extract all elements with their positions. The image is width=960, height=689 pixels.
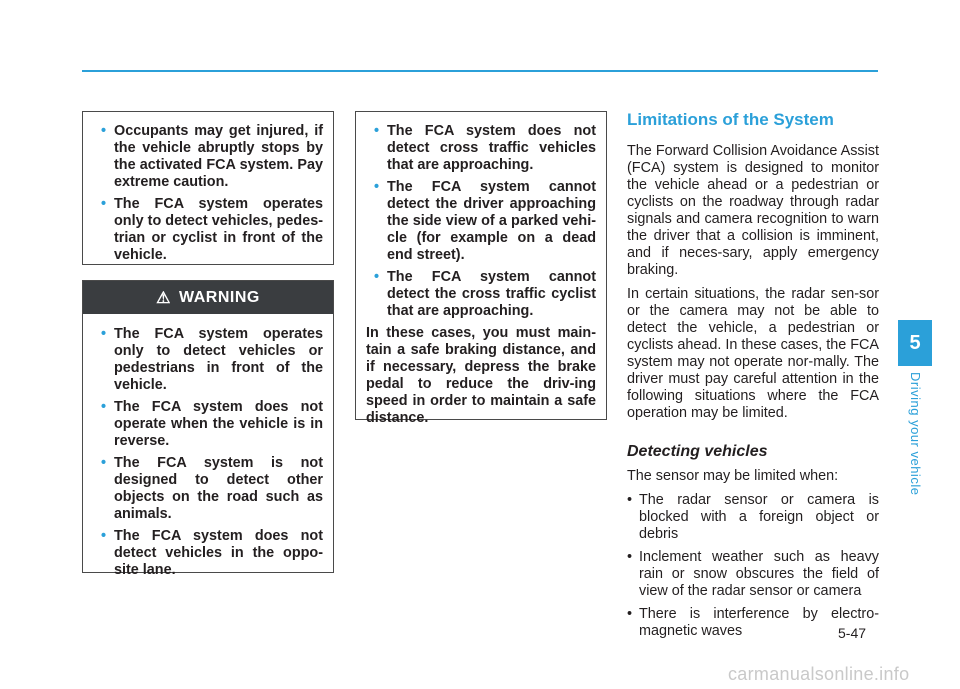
caution-item-text: The FCA system operates only to detect vehicles, pedes-trian or cyclist in front of the vehicle. xyxy=(114,196,323,263)
warning-header xyxy=(83,281,333,314)
bullet-icon: • xyxy=(101,326,107,342)
bullet-icon: • xyxy=(627,492,633,508)
limitation-note: In these cases, you must main-tain a safe braking distance, and if necessary, depress the brake pedal to reduce the driv-ing speed in order to maintain a safe distance. xyxy=(366,325,596,426)
bullet-icon: • xyxy=(374,269,380,285)
warning-item xyxy=(93,399,323,450)
limitation-item-text: The FCA system cannot detect the cross traffic cyclist that are approaching. xyxy=(387,269,596,319)
watermark: carmanualsonline.info xyxy=(728,664,910,684)
list-item xyxy=(627,549,879,600)
bullet-icon: • xyxy=(101,399,107,415)
caution-box xyxy=(82,111,334,265)
limitation-item xyxy=(366,179,596,264)
warning-label: WARNING xyxy=(179,288,260,306)
warning-triangle-icon: ⚠ xyxy=(156,289,171,307)
bullet-icon: • xyxy=(374,179,380,195)
limitation-item xyxy=(366,269,596,320)
chapter-title: Driving your vehicle xyxy=(908,372,923,496)
warning-item-text: The FCA system does not operate when the vehicle is in reverse. xyxy=(114,399,323,449)
header-rule xyxy=(82,70,878,72)
caution-item xyxy=(93,196,323,264)
bullet-icon: • xyxy=(101,123,107,139)
paragraph: In certain situations, the radar sen-sor or the camera may not be able to detect the vehicle, a pedestrian or cyclists ahead. In these cases, the FCA system may not operate nor-mally. The driver must pay careful attention in the following situations where the FCA operation may be limited. xyxy=(627,286,879,421)
list-item xyxy=(627,492,879,543)
warning-item xyxy=(93,326,323,394)
paragraph: The Forward Collision Avoidance Assist (FCA) system is designed to monitor the vehicle ahead or a pedestrian or cyclists on the roadway through radar signals and camera recognition to warn the driver that a collision is imminent, and if neces-sary, apply emergency braking. xyxy=(627,143,879,278)
bullet-icon: • xyxy=(101,528,107,544)
limitation-item xyxy=(366,123,596,174)
section-heading: Limitations of the System xyxy=(627,110,834,129)
list-item-text: There is interference by electro-magnetic waves xyxy=(639,606,879,639)
bullet-icon: • xyxy=(374,123,380,139)
caution-item xyxy=(93,123,323,191)
bullet-icon: • xyxy=(627,549,633,565)
limitation-item-text: The FCA system cannot detect the driver approaching the side view of a parked vehi-cle (for example on a dead end street). xyxy=(387,179,596,263)
warning-item xyxy=(93,455,323,523)
limitation-item-text: The FCA system does not detect cross traffic vehicles that are approaching. xyxy=(387,123,596,173)
warning-item-text: The FCA system operates only to detect vehicles or pedestrians in front of the vehicle. xyxy=(114,326,323,393)
intro-text: The sensor may be limited when: xyxy=(627,468,839,484)
list-item-text: The radar sensor or camera is blocked with a foreign object or debris xyxy=(639,492,879,542)
chapter-number: 5 xyxy=(909,331,921,354)
list-item-text: Inclement weather such as heavy rain or snow obscures the field of view of the radar sensor or camera xyxy=(639,549,879,599)
warning-box xyxy=(82,280,334,578)
subsection-heading: Detecting vehicles xyxy=(627,443,768,460)
bullet-icon: • xyxy=(627,606,633,622)
warning-item-text: The FCA system is not designed to detect other objects on the road such as animals. xyxy=(114,455,323,522)
main-text-column xyxy=(627,109,879,646)
limitation-box xyxy=(355,111,607,426)
warning-item xyxy=(93,528,323,579)
warning-item-text: The FCA system does not detect vehicles in the oppo-site lane. xyxy=(114,528,323,578)
bullet-icon: • xyxy=(101,455,107,471)
caution-item-text: Occupants may get injured, if the vehicle abruptly stops by the activated FCA system. Pay extreme caution. xyxy=(114,123,323,190)
bullet-icon: • xyxy=(101,196,107,212)
chapter-tab xyxy=(898,320,932,366)
page-number: 5-47 xyxy=(838,625,867,641)
